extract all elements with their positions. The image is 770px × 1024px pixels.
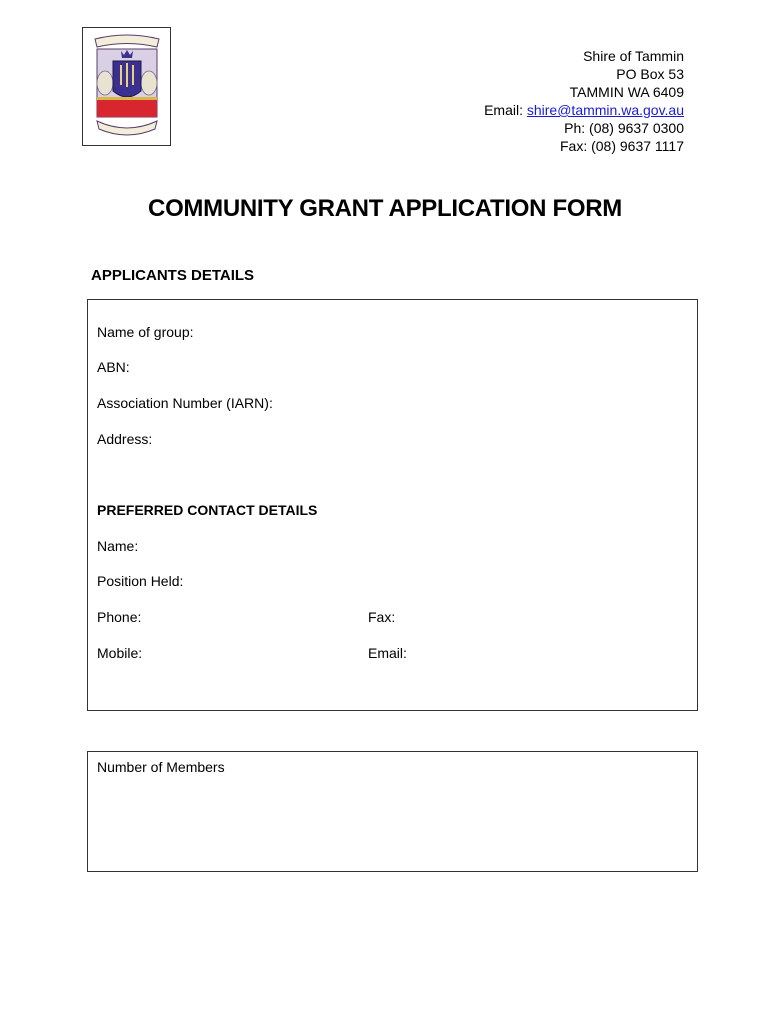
contact-name-label: Name: [97,538,139,554]
association-number-label: Association Number (IARN): [97,395,273,411]
preferred-contact-heading: PREFERRED CONTACT DETAILS [97,502,318,518]
shire-crest-logo [82,27,171,146]
number-of-members-label: Number of Members [97,759,225,775]
applicants-details-heading: APPLICANTS DETAILS [91,267,255,284]
contact-email-label: Email: [368,645,407,661]
fax-line: Fax: (08) 9637 1117 [559,138,684,154]
form-title: COMMUNITY GRANT APPLICATION FORM [148,195,622,222]
address-line-po-box: PO Box 53 [616,66,684,82]
address-line-town: TAMMIN WA 6409 [569,84,684,100]
mobile-label: Mobile: [97,645,143,661]
fax-label: Fax: [368,609,396,625]
position-held-label: Position Held: [97,573,184,589]
abn-label: ABN: [97,359,130,375]
email-link[interactable]: shire@tammin.wa.gov.au [526,102,684,118]
name-of-group-label: Name of group: [97,324,194,340]
address-label: Address: [97,431,153,447]
applicant-details-box [87,299,698,711]
number-of-members-box [87,751,698,872]
email-label: Email: [484,102,527,118]
shire-address-block [484,47,684,155]
crest-emblem [91,33,163,143]
phone-label: Phone: [97,609,142,625]
phone-line: Ph: (08) 9637 0300 [564,120,684,136]
address-line-name: Shire of Tammin [583,48,684,64]
email-line [484,101,684,119]
